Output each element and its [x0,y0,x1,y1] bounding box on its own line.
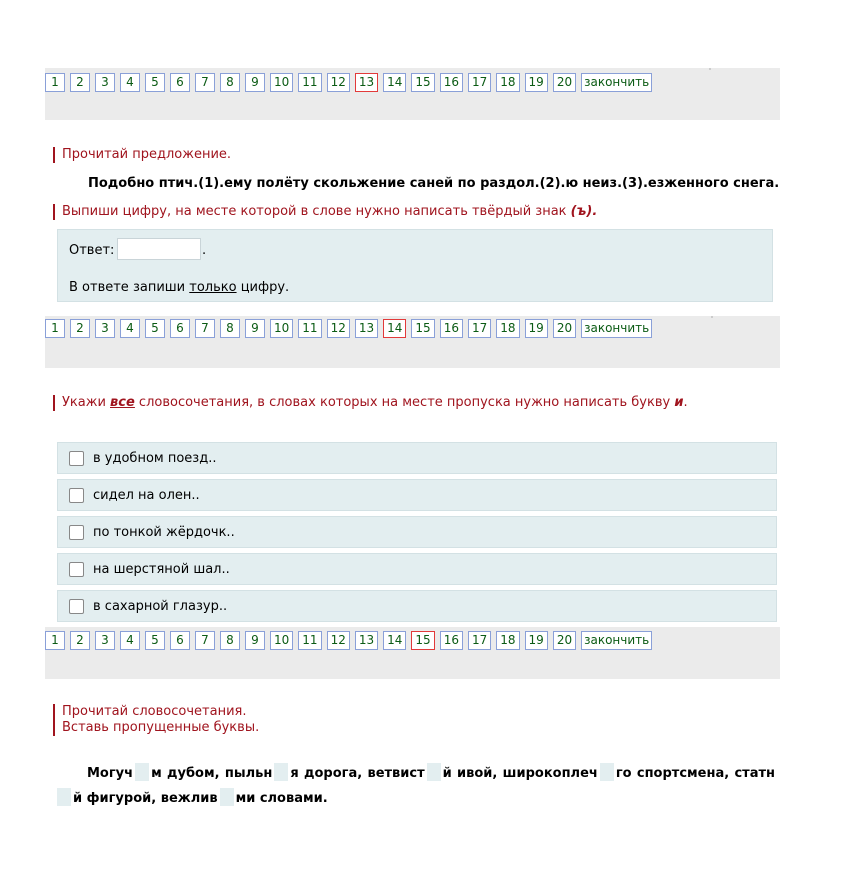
instruction: Прочитай предложение. [53,147,231,163]
option-row[interactable] [57,590,777,622]
question-number-8[interactable]: 8 [220,319,240,338]
option-row[interactable] [57,553,777,585]
question-nav [45,319,652,338]
question-number-8[interactable]: 8 [220,631,240,650]
question-number-13[interactable]: 13 [355,73,378,92]
question-number-3[interactable]: 3 [95,319,115,338]
letter-blank[interactable] [220,788,234,806]
option-label: в сахарной глазур.. [93,599,228,614]
answer-input[interactable] [117,238,201,260]
option-label: на шерстяной шал.. [93,562,230,577]
question-number-14[interactable]: 14 [383,73,406,92]
finish-button[interactable]: закончить [581,631,652,650]
letter-blank[interactable] [427,763,441,781]
question-number-2[interactable]: 2 [70,73,90,92]
question-number-16[interactable]: 16 [440,73,463,92]
question-number-17[interactable]: 17 [468,319,491,338]
question-number-19[interactable]: 19 [525,631,548,650]
question-number-4[interactable]: 4 [120,631,140,650]
instruction: Укажи все словосочетания, в словах которых на месте пропуска нужно написать букву и. [53,395,688,411]
question-number-6[interactable]: 6 [170,73,190,92]
instruction: Прочитай словосочетания. Вставь пропущенные буквы. [53,704,259,736]
question-number-9[interactable]: 9 [245,631,265,650]
task-text: Выпиши цифру, на месте которой в слове нужно написать твёрдый знак (ъ). [53,204,597,220]
question-number-4[interactable]: 4 [120,319,140,338]
question-number-2[interactable]: 2 [70,631,90,650]
checkbox[interactable] [69,599,84,614]
question-number-12[interactable]: 12 [327,319,350,338]
question-number-1[interactable]: 1 [45,319,65,338]
question-number-19[interactable]: 19 [525,73,548,92]
question-number-15[interactable]: 15 [411,631,434,650]
question-number-20[interactable]: 20 [553,631,576,650]
question-number-1[interactable]: 1 [45,73,65,92]
question-number-8[interactable]: 8 [220,73,240,92]
question-number-17[interactable]: 17 [468,631,491,650]
finish-button[interactable]: закончить [581,319,652,338]
checkbox[interactable] [69,525,84,540]
question-number-10[interactable]: 10 [270,73,293,92]
question-number-7[interactable]: 7 [195,631,215,650]
question-number-9[interactable]: 9 [245,73,265,92]
question-number-12[interactable]: 12 [327,73,350,92]
answer-hint: В ответе запиши только цифру. [69,280,290,295]
question-number-17[interactable]: 17 [468,73,491,92]
option-label: по тонкой жёрдочк.. [93,525,235,540]
question-nav [45,631,652,650]
dot [711,316,713,318]
question-number-5[interactable]: 5 [145,631,165,650]
question-number-12[interactable]: 12 [327,631,350,650]
question-number-5[interactable]: 5 [145,73,165,92]
finish-button[interactable]: закончить [581,73,652,92]
question-number-6[interactable]: 6 [170,631,190,650]
question-number-18[interactable]: 18 [496,631,519,650]
letter-blank[interactable] [600,763,614,781]
answer-label: Ответ: [69,243,115,258]
question-number-16[interactable]: 16 [440,319,463,338]
question-number-20[interactable]: 20 [553,73,576,92]
question-number-11[interactable]: 11 [298,631,321,650]
question-nav [45,73,652,92]
question-number-11[interactable]: 11 [298,319,321,338]
question-number-15[interactable]: 15 [411,319,434,338]
checkbox[interactable] [69,562,84,577]
hard-sign-mark: (ъ). [570,204,598,219]
option-row[interactable] [57,479,777,511]
question-number-3[interactable]: 3 [95,631,115,650]
question-number-15[interactable]: 15 [411,73,434,92]
question-number-9[interactable]: 9 [245,319,265,338]
question-number-18[interactable]: 18 [496,73,519,92]
task-sentence: Подобно птич.(1).ему полёту скольжение саней по раздол.(2).ю неиз.(3).езженного снега. [88,176,780,191]
checkbox[interactable] [69,451,84,466]
question-number-7[interactable]: 7 [195,319,215,338]
answer-suffix: . [202,243,207,258]
question-number-16[interactable]: 16 [440,631,463,650]
option-row[interactable] [57,516,777,548]
checkbox[interactable] [69,488,84,503]
question-number-13[interactable]: 13 [355,631,378,650]
question-number-2[interactable]: 2 [70,319,90,338]
question-number-7[interactable]: 7 [195,73,215,92]
question-number-19[interactable]: 19 [525,319,548,338]
question-number-1[interactable]: 1 [45,631,65,650]
task-paragraph: Могуч м дубом, пыльн я дорога, ветвист й ивой, широкоплеч го спортсмена, статнй фигурой, вежлив ми словами. [55,761,775,811]
question-number-11[interactable]: 11 [298,73,321,92]
letter-blank[interactable] [57,788,71,806]
letter-blank[interactable] [274,763,288,781]
question-number-5[interactable]: 5 [145,319,165,338]
question-number-14[interactable]: 14 [383,631,406,650]
option-row[interactable] [57,442,777,474]
answer-panel [57,229,773,302]
question-number-14[interactable]: 14 [383,319,406,338]
option-label: в удобном поезд.. [93,451,217,466]
question-number-13[interactable]: 13 [355,319,378,338]
letter-blank[interactable] [135,763,149,781]
question-number-20[interactable]: 20 [553,319,576,338]
question-number-10[interactable]: 10 [270,631,293,650]
question-number-6[interactable]: 6 [170,319,190,338]
question-number-10[interactable]: 10 [270,319,293,338]
dot [709,68,711,70]
question-number-3[interactable]: 3 [95,73,115,92]
question-number-4[interactable]: 4 [120,73,140,92]
option-label: сидел на олен.. [93,488,200,503]
question-number-18[interactable]: 18 [496,319,519,338]
